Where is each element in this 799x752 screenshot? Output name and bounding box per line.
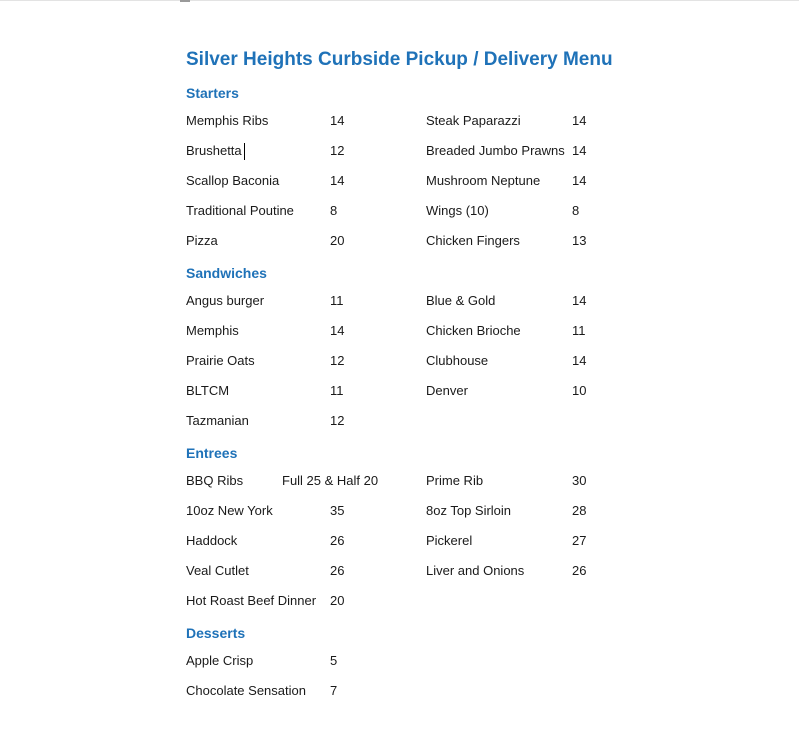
item-name: Wings (10) [426, 203, 489, 218]
item-name: Haddock [186, 533, 238, 548]
item-price: 26 [330, 563, 345, 578]
item-price: 14 [572, 293, 587, 308]
item-price: 28 [572, 503, 587, 518]
item-name: Hot Roast Beef Dinner [186, 593, 317, 608]
menu-row[interactable] [186, 466, 746, 496]
item-price: 8 [572, 203, 580, 218]
item-name: Denver [426, 383, 468, 398]
item-name: BLTCM [186, 383, 230, 398]
section-heading-sandwiches[interactable]: Sandwiches [186, 265, 267, 281]
text-cursor [244, 143, 245, 160]
item-name: Apple Crisp [186, 653, 254, 668]
item-price: 35 [330, 503, 345, 518]
menu-row[interactable] [186, 586, 746, 616]
menu-row[interactable] [186, 316, 746, 346]
menu-title[interactable]: Silver Heights Curbside Pickup / Delivery Menu [186, 49, 613, 70]
item-price: 5 [330, 653, 338, 668]
item-name: BBQ Ribs [186, 473, 244, 488]
section-heading-entrees[interactable]: Entrees [186, 445, 238, 461]
item-name: Steak Paparazzi [426, 113, 521, 128]
item-name: Breaded Jumbo Prawns [426, 143, 565, 158]
item-price: Full 25 & Half 20 [282, 473, 379, 488]
menu-row[interactable] [186, 646, 746, 676]
item-name: Liver and Onions [426, 563, 525, 578]
item-price: 12 [330, 413, 345, 428]
item-name: Memphis [186, 323, 239, 338]
page-top-border [0, 0, 799, 1]
item-name: Chocolate Sensation [186, 683, 306, 698]
menu-row[interactable] [186, 346, 746, 376]
item-price: 14 [330, 173, 345, 188]
item-name: Prairie Oats [186, 353, 255, 368]
item-name: Pizza [186, 233, 218, 248]
margin-marker [180, 0, 190, 2]
item-price: 26 [330, 533, 345, 548]
item-price: 7 [330, 683, 338, 698]
item-price: 11 [572, 323, 586, 338]
item-name: Mushroom Neptune [426, 173, 541, 188]
item-name: Pickerel [426, 533, 473, 548]
menu-row[interactable] [186, 406, 746, 436]
menu-row[interactable] [186, 106, 746, 136]
item-name: Chicken Brioche [426, 323, 521, 338]
item-name: Traditional Poutine [186, 203, 294, 218]
item-price: 14 [330, 113, 345, 128]
item-price: 14 [572, 173, 587, 188]
menu-row[interactable] [186, 136, 746, 166]
item-name: Angus burger [186, 293, 265, 308]
menu-row[interactable] [186, 526, 746, 556]
item-price: 13 [572, 233, 587, 248]
menu-row[interactable] [186, 196, 746, 226]
item-name: Scallop Baconia [186, 173, 280, 188]
menu-row[interactable] [186, 166, 746, 196]
item-name: Veal Cutlet [186, 563, 249, 578]
section-heading-starters[interactable]: Starters [186, 85, 239, 101]
menu-row[interactable] [186, 226, 746, 256]
item-price: 8 [330, 203, 338, 218]
item-price: 10 [572, 383, 587, 398]
item-name: Prime Rib [426, 473, 484, 488]
document-page[interactable] [186, 44, 746, 706]
item-price: 11 [330, 293, 344, 308]
item-name: Blue & Gold [426, 293, 496, 308]
item-name: Brushetta [186, 143, 242, 158]
menu-row[interactable] [186, 556, 746, 586]
item-name: Memphis Ribs [186, 113, 269, 128]
item-name: Tazmanian [186, 413, 249, 428]
item-name: Chicken Fingers [426, 233, 520, 248]
menu-row[interactable] [186, 676, 746, 706]
item-price: 12 [330, 353, 345, 368]
item-price: 20 [330, 593, 345, 608]
item-price: 14 [572, 353, 587, 368]
item-name: 10oz New York [186, 503, 273, 518]
item-name: Clubhouse [426, 353, 489, 368]
menu-row[interactable] [186, 376, 746, 406]
item-price: 14 [572, 143, 587, 158]
item-price: 26 [572, 563, 587, 578]
item-name: 8oz Top Sirloin [426, 503, 512, 518]
item-price: 12 [330, 143, 345, 158]
item-price: 11 [330, 383, 344, 398]
section-heading-desserts[interactable]: Desserts [186, 625, 246, 641]
item-price: 27 [572, 533, 587, 548]
menu-row[interactable] [186, 496, 746, 526]
menu-row[interactable] [186, 286, 746, 316]
item-price: 20 [330, 233, 345, 248]
item-price: 30 [572, 473, 587, 488]
item-price: 14 [330, 323, 345, 338]
item-price: 14 [572, 113, 587, 128]
